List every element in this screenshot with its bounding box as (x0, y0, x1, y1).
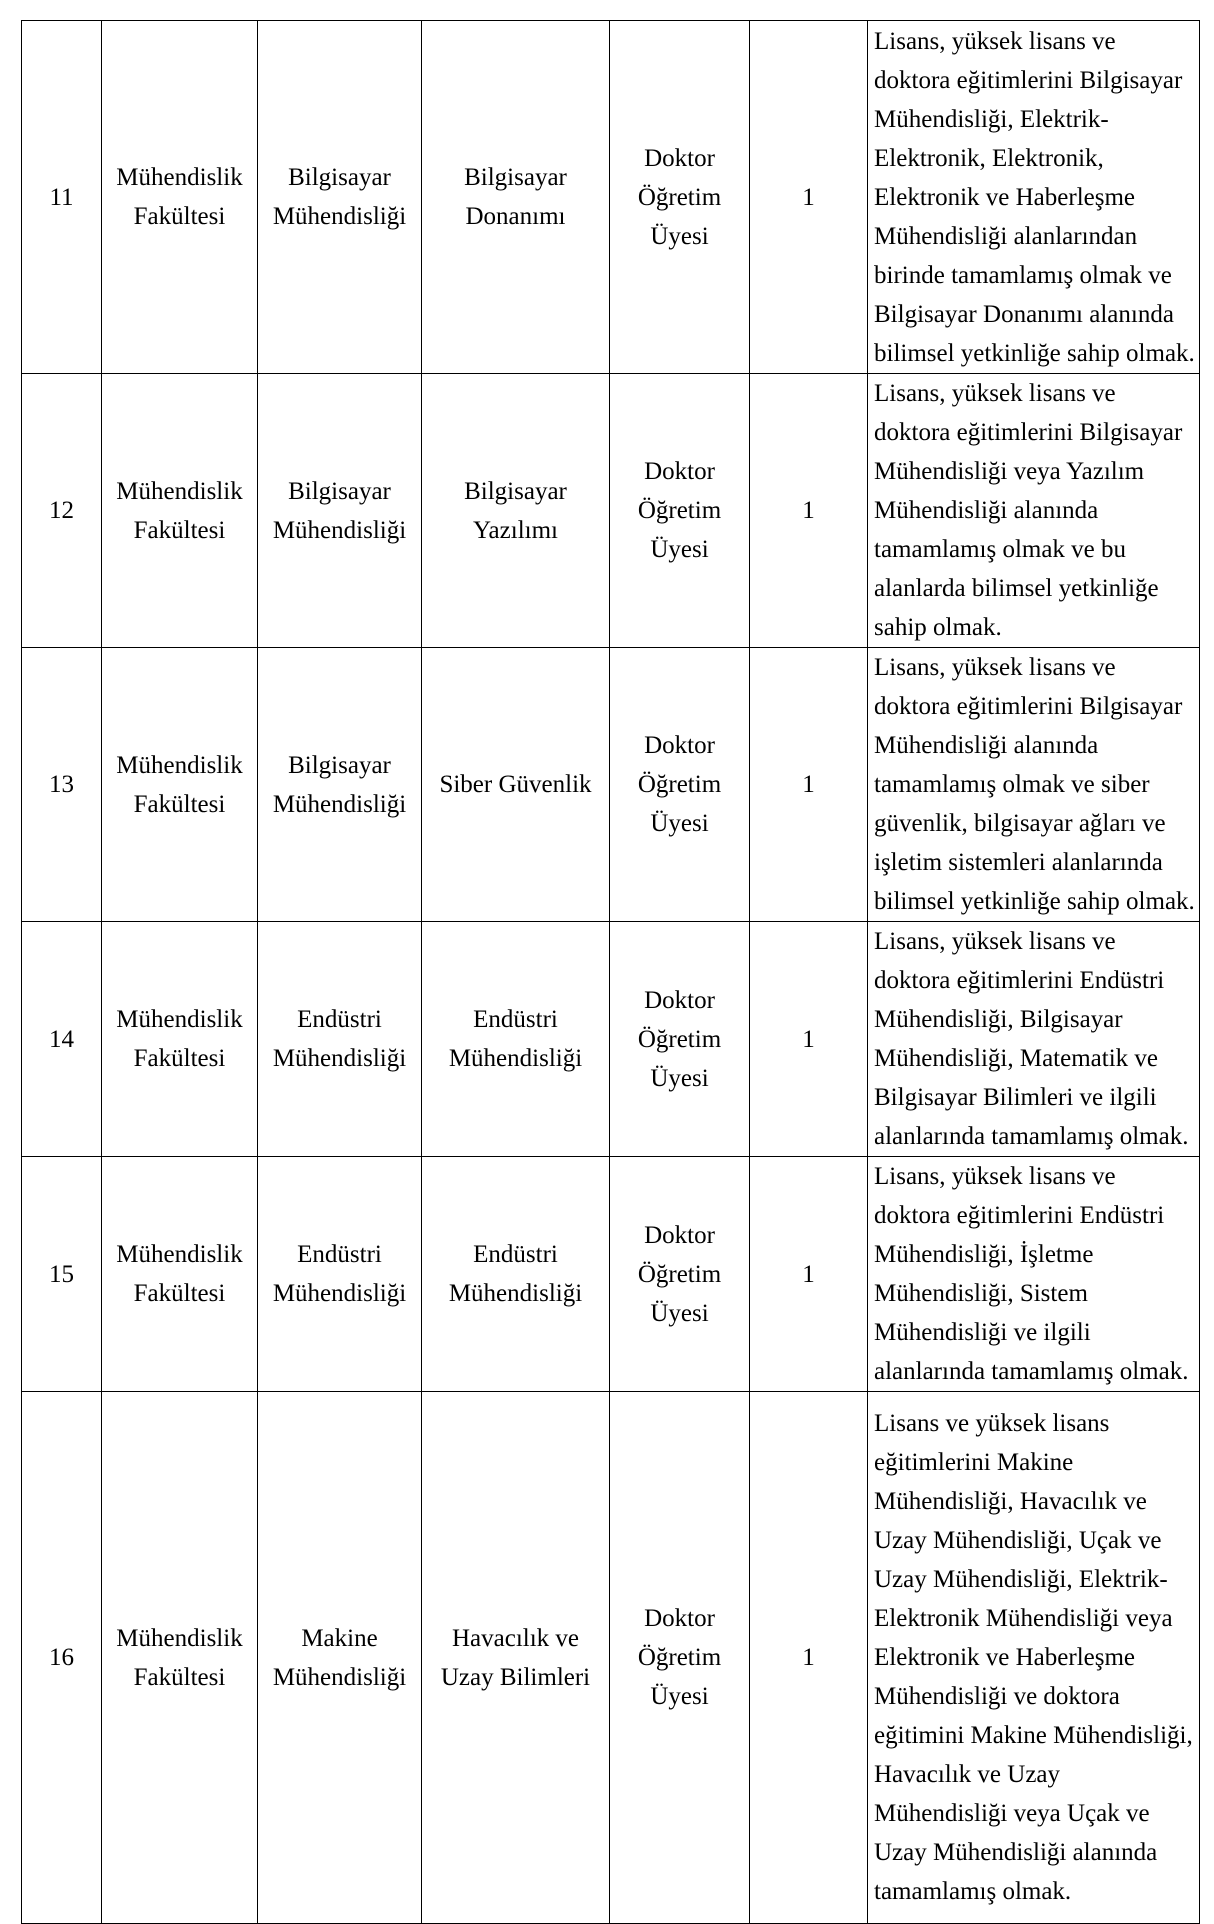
field-cell: Endüstri Mühendisliği (422, 922, 610, 1157)
count-cell: 1 (750, 21, 868, 374)
table-row (22, 374, 1200, 648)
faculty-cell: Mühendislik Fakültesi (102, 922, 258, 1157)
field-cell: Endüstri Mühendisliği (422, 1157, 610, 1392)
department-cell: Makine Mühendisliği (258, 1392, 422, 1924)
row-number: 12 (22, 374, 102, 648)
row-number: 13 (22, 648, 102, 922)
faculty-cell: Mühendislik Fakültesi (102, 21, 258, 374)
field-cell: Bilgisayar Yazılımı (422, 374, 610, 648)
table-row (22, 1157, 1200, 1392)
faculty-cell: Mühendislik Fakültesi (102, 648, 258, 922)
faculty-cell: Mühendislik Fakültesi (102, 374, 258, 648)
count-cell: 1 (750, 1392, 868, 1924)
count-cell: 1 (750, 374, 868, 648)
positions-table (21, 20, 1200, 1924)
department-cell: Bilgisayar Mühendisliği (258, 374, 422, 648)
table-row (22, 922, 1200, 1157)
row-number: 16 (22, 1392, 102, 1924)
requirement-cell: Lisans, yüksek lisans ve doktora eğitimlerini Endüstri Mühendisliği, Bilgisayar Mühendisliği, Matematik ve Bilgisayar Bilimleri ve ilgili alanlarında tamamlamış olmak. (868, 922, 1200, 1157)
row-number: 15 (22, 1157, 102, 1392)
title-cell: Doktor Öğretim Üyesi (610, 1157, 750, 1392)
title-cell: Doktor Öğretim Üyesi (610, 922, 750, 1157)
requirement-cell: Lisans ve yüksek lisans eğitimlerini Makine Mühendisliği, Havacılık ve Uzay Mühendisliği, Uçak ve Uzay Mühendisliği, Elektrik- Elektronik Mühendisliği veya Elektronik ve Haberleşme Mühendisliği ve doktora eğitimini Makine Mühendisliği, Havacılık ve Uzay Mühendisliği veya Uçak ve Uzay Mühendisliği alanında tamamlamış olmak. (868, 1392, 1200, 1924)
title-cell: Doktor Öğretim Üyesi (610, 648, 750, 922)
requirement-cell: Lisans, yüksek lisans ve doktora eğitimlerini Bilgisayar Mühendisliği, Elektrik- Elektronik, Elektronik, Elektronik ve Haberleşme Mühendisliği alanlarından birinde tamamlamış olmak ve Bilgisayar Donanımı alanında bilimsel yetkinliğe sahip olmak. (868, 21, 1200, 374)
department-cell: Endüstri Mühendisliği (258, 1157, 422, 1392)
requirement-cell: Lisans, yüksek lisans ve doktora eğitimlerini Endüstri Mühendisliği, İşletme Mühendisliği, Sistem Mühendisliği ve ilgili alanlarında tamamlamış olmak. (868, 1157, 1200, 1392)
table-row (22, 1392, 1200, 1924)
table-row (22, 21, 1200, 374)
count-cell: 1 (750, 648, 868, 922)
title-cell: Doktor Öğretim Üyesi (610, 1392, 750, 1924)
title-cell: Doktor Öğretim Üyesi (610, 21, 750, 374)
requirement-cell: Lisans, yüksek lisans ve doktora eğitimlerini Bilgisayar Mühendisliği alanında tamamlamış olmak ve siber güvenlik, bilgisayar ağları ve işletim sistemleri alanlarında bilimsel yetkinliğe sahip olmak. (868, 648, 1200, 922)
department-cell: Bilgisayar Mühendisliği (258, 21, 422, 374)
row-number: 14 (22, 922, 102, 1157)
department-cell: Bilgisayar Mühendisliği (258, 648, 422, 922)
table-row (22, 648, 1200, 922)
field-cell: Siber Güvenlik (422, 648, 610, 922)
faculty-cell: Mühendislik Fakültesi (102, 1157, 258, 1392)
field-cell: Bilgisayar Donanımı (422, 21, 610, 374)
requirement-cell: Lisans, yüksek lisans ve doktora eğitimlerini Bilgisayar Mühendisliği veya Yazılım Mühendisliği alanında tamamlamış olmak ve bu alanlarda bilimsel yetkinliğe sahip olmak. (868, 374, 1200, 648)
faculty-cell: Mühendislik Fakültesi (102, 1392, 258, 1924)
count-cell: 1 (750, 1157, 868, 1392)
row-number: 11 (22, 21, 102, 374)
field-cell: Havacılık ve Uzay Bilimleri (422, 1392, 610, 1924)
title-cell: Doktor Öğretim Üyesi (610, 374, 750, 648)
count-cell: 1 (750, 922, 868, 1157)
department-cell: Endüstri Mühendisliği (258, 922, 422, 1157)
